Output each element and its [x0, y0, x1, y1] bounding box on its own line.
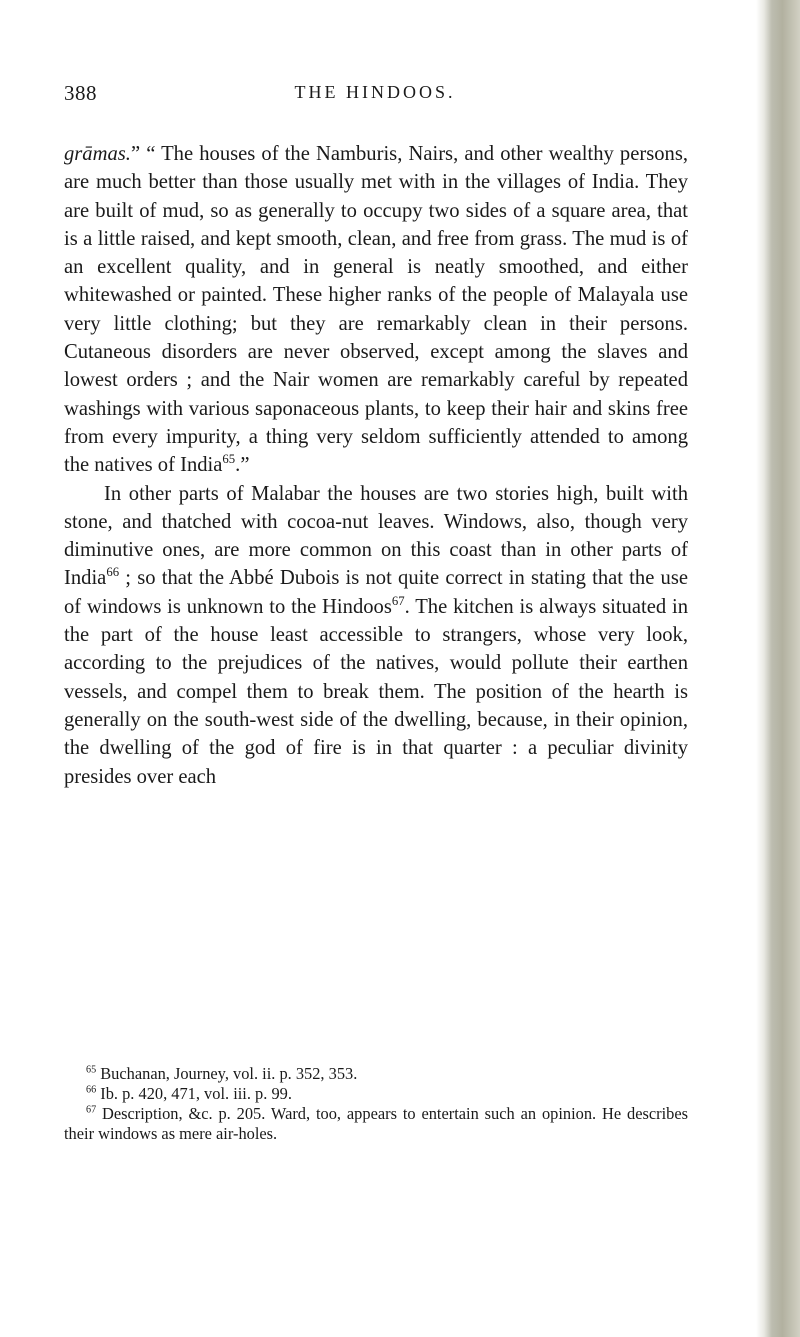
footnote-number: 65	[86, 1064, 97, 1076]
footnote-ref: 67	[391, 593, 405, 608]
page-header	[64, 81, 686, 115]
footnote-text: Buchanan, Journey, vol. ii. p. 352, 353.	[96, 1064, 358, 1083]
footnote-number: 67	[86, 1104, 97, 1116]
footnote	[64, 1104, 688, 1144]
footnote-text: Ib. p. 420, 471, vol. iii. p. 99.	[96, 1084, 292, 1103]
footnotes	[64, 1064, 688, 1144]
footnote-ref: 65	[222, 452, 236, 467]
book-spine-shadow	[756, 0, 800, 1337]
footnote	[64, 1084, 688, 1104]
body-text	[64, 140, 688, 791]
paragraph-malabar-houses	[64, 480, 688, 791]
footnote	[64, 1064, 688, 1084]
page-number: 388	[64, 81, 97, 105]
paragraph-text-end: .”	[235, 454, 250, 477]
italic-word: grāmas.	[64, 143, 131, 165]
paragraph-text: In other parts of Malabar the houses are two stories high, built with stone, and thatched with cocoa-nut leaves. Windows, also, though very diminutive ones, are more common on this coast than in other parts of India	[64, 482, 688, 590]
footnote-number: 66	[86, 1084, 97, 1096]
running-title: THE HINDOOS.	[294, 82, 456, 102]
paragraph-text: ” “ The houses of the Namburis, Nairs, and other wealthy persons, are much better than those usually met with in the villages of India. They are built of mud, so as generally to occupy two sides of a square area, that is a little raised, and kept smooth, clean, and free from grass. The mud is of an excellent quality, and in general is neatly smoothed, and either whitewashed or painted. These higher ranks of the people of Malayala use very little clothing; but they are remarkably clean in their persons. Cutaneous disorders are never observed, except among the slaves and lowest orders ; and the Nair women are remarkably careful by repeated washings with various saponaceous plants, to keep their hair and skins free from every impurity, a thing very seldom sufficiently attended to among the natives of India	[64, 143, 688, 477]
paragraph-quotation	[64, 140, 688, 480]
paragraph-text: . The kitchen is always situated in the part of the house least accessible to strangers, whose very look, according to the prejudices of the natives, would pollute their earthen vessels, and compel them to break them. The position of the hearth is generally on the south-west side of the dwelling, because, in their opinion, the dwelling of the god of fire is in that quarter : a peculiar divinity presides over each	[64, 595, 688, 788]
paragraph-text: ; so that the Abbé Dubois is not quite correct in stating that the use of windows is unknown to the Hindoos	[64, 567, 688, 618]
footnote-text: Description, &c. p. 205. Ward, too, appears to entertain such an opinion. He describes their windows as mere air-holes.	[64, 1104, 688, 1143]
footnote-ref: 66	[106, 565, 120, 580]
